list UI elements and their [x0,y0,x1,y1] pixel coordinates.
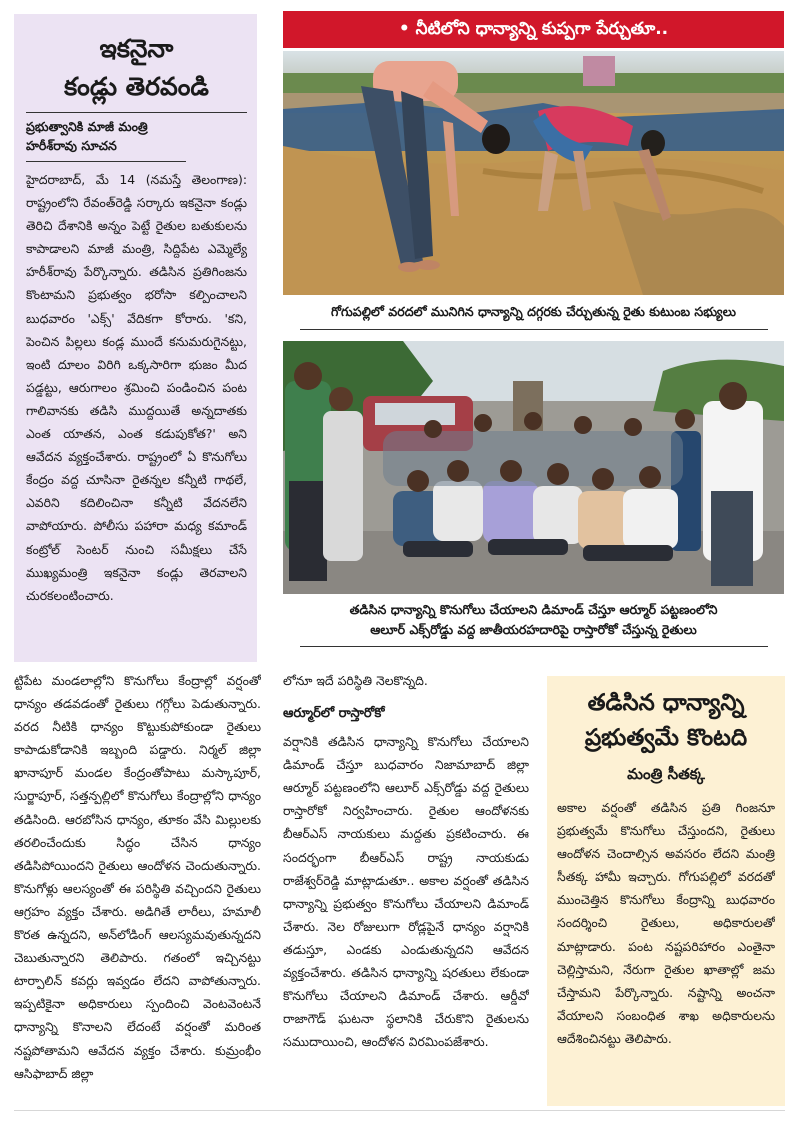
column2-lead: లోనూ ఇదే పరిస్థితి నెలకొన్నది. [283,673,428,688]
right-article-headline [557,686,775,756]
left-subhead-line1: ప్రభుత్వానికి మాజీ మంత్రి [26,119,148,134]
photo-road-blockade [283,341,784,594]
photo2-caption-rule [300,646,768,647]
photo1-caption-rule [300,329,768,330]
left-article-box [14,14,257,662]
left-article-headline [26,30,247,106]
photo-banner [283,11,784,48]
page-bottom-rule [14,1110,785,1111]
photo2-caption-line1: తడిసిన ధాన్యాన్ని కొనుగోలు చేయాలని డిమాండ్ చేస్తూ ఆర్మూర్ పట్టణంలోని [349,602,718,617]
banner-bullet: • [398,19,410,39]
photo2-caption-line2: ఆలూర్ ఎక్స్‌రోడ్డు వద్ద జాతీయరహదారిపై రాస్తారోకో చేస్తున్న రైతులు [370,622,697,637]
right-article-box [547,676,785,1106]
column2 [283,669,529,1109]
photo-farmers-gathering-grain [283,51,784,295]
left-subhead-line2: హరీశ్‌రావు సూచన [26,138,117,153]
right-headline-line2: ప్రభుత్వమే కొంటది [584,725,748,751]
left-article-subhead [26,117,247,155]
column2-subhead: ఆర్మూర్‌లో రాస్తారోకో [283,706,385,722]
banner-text: నీటిలోని ధాన్యాన్ని కుప్పగా పేర్చుతూ.. [415,19,669,39]
column1-body: ట్టిపేట మండలాల్లోని కొనుగోలు కేంద్రాల్లో వర్షంతో ధాన్యం తడవడంతో రైతులు గగ్గోలు పెడుతున్నారు. వరద నీటికి ధాన్యం కొట్టుకుపోకుండా రైతులు కాపాడుకోడానికి ఇబ్బంది పడ్డారు. నిర్మల్ జిల్లా ఖానాపూర్ మండల కేంద్రంతోపాటు మస్కాపూర్, సుర్జాపూర్, సత్తన్పల్లిలో కొనుగోలు కేంద్రాల్లోని ధాన్యం తడిసింది. ఆరబోసిన ధాన్యం, తూకం వేసి మిల్లులకు తరలించేందుకు సిద్ధం చేసిన ధాన్యం తడిసిపోయిందని రైతులు ఆందోళన చెందుతున్నారు. కొనుగోళ్లు ఆలస్యంతో ఈ పరిస్థితి వచ్చిందని రైతులు ఆగ్రహం వ్యక్తం చేశారు. అడిగితే లారీలు, హమాలీ కొరత ఉన్నదని, అన్‌లోడింగ్ ఆలస్యమవుతున్నదని చెబుతున్నారని తెలిపారు. గతంలో ఇచ్చినట్టు టార్పాలిన్ కవర్లు ఇవ్వడం లేదని వాపోతున్నారు. ఇప్పటికైనా అధికారులు స్పందించి వెంటవెంటనే ధాన్యాన్ని కొనాలని లేదంటే వర్షంతో మరింత నష్టపోతామని ఆవేదన వ్యక్తం చేశారు. కుమ్రంభీం ఆసిఫాబాద్ జిల్లా [14,673,261,1081]
photo1-caption: గోగుపల్లిలో వరదలో మునిగిన ధాన్యాన్ని దగ్గరకు చేర్చుతున్న రైతు కుటుంబ సభ్యులు [331,304,736,319]
left-headline-rule [26,112,247,113]
left-headline-line2: కండ్లు తెరవండి [64,72,209,101]
right-article-subhead: మంత్రి సీతక్క [627,765,705,783]
left-article-body: హైదరాబాద్, మే 14 (నమస్తే తెలంగాణ): రాష్ట్రంలోని రేవంత్‌రెడ్డి సర్కారు ఇకనైనా కండ్లు తెరిచి దేశానికి అన్నం పెట్టే రైతుల బతుకులను కాపాడాలని మాజీ మంత్రి, సిద్దిపేట ఎమ్మెల్యే హరీశ్‌రావు పేర్కొన్నారు. తడిసిన ప్రతిగింజను కొంటామని ప్రభుత్వం భరోసా కల్పించాలని బుధవారం 'ఎక్స్' వేదికగా కోరారు. 'కని, పెంచిన పిల్లలు కండ్ల ముందే కనుమరుగైనట్టు, ఇంటి దూలం విరిగి ఒక్కసారిగా భుజం మీద పడ్డట్టు, ఆరుగాలం శ్రమించి పండించిన పంట గాలివానకు తడిసి ముద్దయితే అన్నదాతకు ఎంత యాతన, ఎంత కడుపుకోత?' అని ఆవేదన వ్యక్తంచేశారు. రాష్ట్రంలో ఏ కొనుగోలు కేంద్రం వద్ద చూసినా రైతన్నల కన్నీటి గాథలే, ఎవరిని కదిలించినా కన్నీటి వేదనలేని వాపోయారు. పోలీసు పహారా మధ్య కమాండ్ కంట్రోల్ సెంటర్ నుంచి సమీక్షలు చేసే ముఖ్యమంత్రి ఇకనైనా కండ్లు తెరవాలని చురకలంటించారు. [26,172,247,603]
photo2-caption [283,600,784,640]
right-headline-line1: తడిసిన ధాన్యాన్ని [587,690,745,716]
right-article-body: అకాల వర్షంతో తడిసిన ప్రతి గింజనూ ప్రభుత్వమే కొనుగోలు చేస్తుందని, రైతులు ఆందోళన చెందాల్సిన అవసరం లేదని మంత్రి సీతక్క హామీ ఇచ్చారు. గోగుపల్లిలో వరదతో ముంచెత్తిన కొనుగోలు కేంద్రాన్ని బుధవారం సందర్శించి రైతులు, అధికారులతో మాట్లాడారు. పంట నష్టపరిహారం ఎంతైనా చెల్లిస్తామని, నేరుగా రైతుల ఖాతాల్లో జమ చేస్తామని పేర్కొన్నారు. నష్టాన్ని అంచనా వేయాలని సంబంధిత శాఖ అధికారులను ఆదేశించినట్టు తెలిపారు. [557,800,775,1046]
left-subhead-rule [26,161,186,162]
column2-body: వర్షానికి తడిసిన ధాన్యాన్ని కొనుగోలు చేయాలని డిమాండ్ చేస్తూ బుధవారం నిజామాబాద్ జిల్లా ఆర్మూర్ పట్టణంలోని ఆలూర్ ఎక్స్‌రోడ్డు వద్ద రైతులు రాస్తారోకో నిర్వహించారు. రైతుల ఆందోళనకు బీఆర్ఎస్ నాయకులు మద్దతు ప్రకటించారు. ఈ సందర్భంగా బీఆర్ఎస్ రాష్ట్ర నాయకుడు రాజేశ్వర్‌రెడ్డి మాట్లాడుతూ.. అకాల వర్షంతో తడిసిన ధాన్యాన్ని ప్రభుత్వం కొనుగోలు చేయాలని డిమాండ్ చేశారు. నెల రోజులుగా రోడ్లపైనే ధాన్యం వర్షానికి తడుస్తూ, ఎండకు ఎండుతున్నదని ఆవేదన వ్యక్తంచేశారు. తడిసిన ధాన్యాన్ని షరతులు లేకుండా కొనుగోలు చేయాలని డిమాండ్ చేశారు. ఆర్డీవో రాజాగౌడ్ ఘటనా స్థలానికి చేరుకొని రైతులను సముదాయించి, ఆందోళన విరమింపజేశారు. [283,734,529,1050]
left-headline-line1: ఇకనైనా [99,34,174,63]
